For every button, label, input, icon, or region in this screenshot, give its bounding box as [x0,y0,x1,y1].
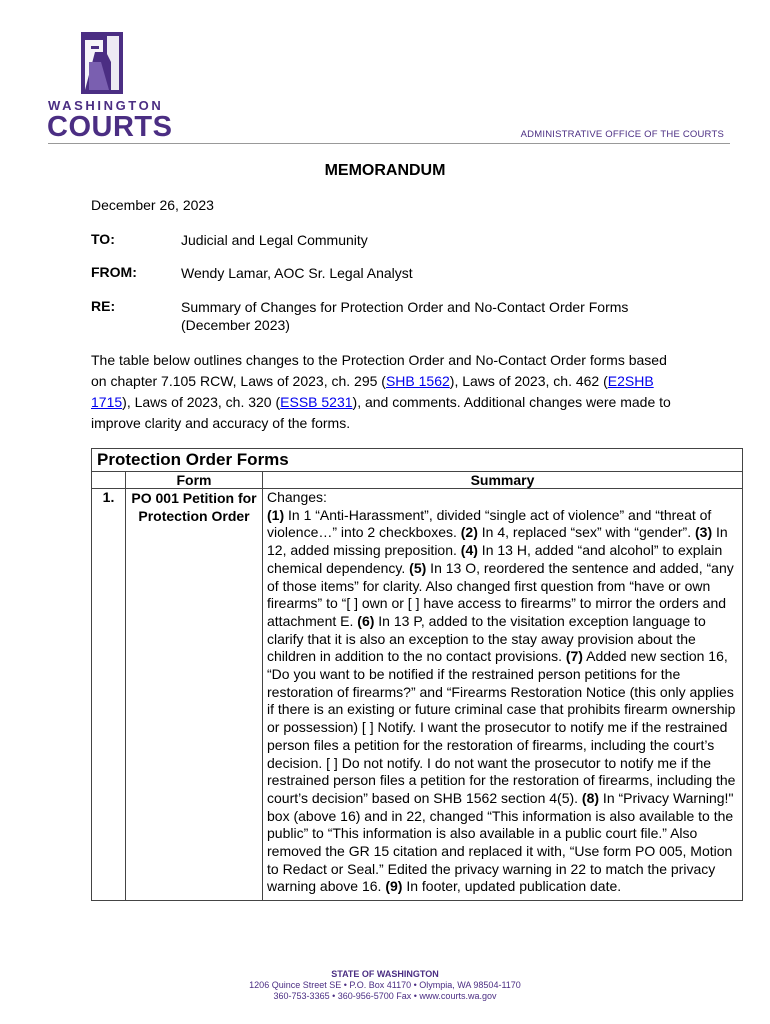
change-text: In 13 H, added “and alcohol” to explain chemical dependency. [267,542,723,576]
re-value [181,298,701,334]
intro-text-4: ), and comments. Additional changes were made to improve clarity and accuracy of the forms. [91,394,671,431]
change-text: Added new section 16, “Do you want to be notified if the restrained person petitions for the restoration of firearms?” and “Firearms Restoration Notice (this only applies if there is an existing or future criminal case that prohibits firearm ownership or possession) [ ] Notify. I want the prosecutor to notify me if the restrained person files a petition for the restoration of firearms, including the court’s decision. [ ] Do not notify. I do not want the prosecutor to notify me if the restrained person files a petition for the restoration of firearms, including the court’s decision” based on SHB 1562 section 4(5). [267,648,736,806]
e2shb-1715-link[interactable]: E2SHB 1715 [91,373,654,410]
shb-1562-link[interactable]: SHB 1562 [385,373,450,389]
footer-contact: 360-753-3365 • 360-956-5700 Fax • www.courts.wa.gov [273,991,497,1001]
intro-paragraph [91,350,671,434]
form-header: Form [126,472,263,489]
change-text: In footer, updated publication date. [402,878,622,895]
re-line2: (December 2023) [181,317,290,333]
num-header [92,472,126,489]
footer [0,969,770,1001]
change-number: (7) [565,648,583,665]
change-text: In 1 “Anti-Harassment”, divided “single act of violence” and “threat of violence…” into 2 checkboxes. [267,506,712,541]
table-title: Protection Order Forms [92,449,743,472]
intro-text-2: ), Laws of 2023, ch. 462 ( [449,373,608,389]
footer-state: STATE OF WASHINGTON [331,969,439,979]
change-number: (6) [357,612,375,629]
form-name: PO 001 Petition for Protection Order [126,489,263,901]
courts-emblem-icon [81,32,123,94]
change-text: In 13 O, reordered the sentence and added, “any of those items” for clarity. Also changed first question from “have or own firearms” to “[ ] own or [ ] have access to firearms” to mirror the orders and attachment E. [267,559,734,629]
change-number: (8) [581,789,600,806]
change-number: (9) [385,878,403,895]
memo-title: MEMORANDUM [324,162,446,179]
summary-intro: Changes: [267,489,327,505]
change-number: (5) [409,559,427,576]
protection-order-forms-table [91,448,743,901]
change-number: (2) [460,524,478,541]
office-name: ADMINISTRATIVE OFFICE OF THE COURTS [520,129,724,140]
change-number: (3) [695,524,713,541]
to-value: Judicial and Legal Community [181,232,368,248]
header-divider [48,143,730,144]
summary-items [267,507,738,896]
intro-text-3: ), Laws of 2023, ch. 320 ( [122,394,281,410]
row-number: 1. [92,489,126,901]
memo-date: December 26, 2023 [91,197,214,213]
re-label: RE: [91,298,116,314]
summary-header: Summary [263,472,743,489]
footer-address: 1206 Quince Street SE • P.O. Box 41170 • Olympia, WA 98504-1170 [249,980,521,990]
change-text: In 12, added missing preposition. [267,524,728,559]
table-header-row [92,472,743,489]
change-text: In 4, replaced “sex” with “gender”. [477,524,695,541]
change-text: In 13 P, added to the visitation exception language to clarify that it is also an exception to the stay away provision about the children in addition to the no contact provisions. [267,612,706,665]
logo-washington-text: WASHINGTON [48,98,164,113]
essb-5231-link[interactable]: ESSB 5231 [280,394,353,410]
from-label: FROM: [91,264,137,280]
re-line1: Summary of Changes for Protection Order and No-Contact Order Forms [181,299,629,315]
table-title-row [92,449,743,472]
table-row [92,489,743,901]
change-number: (4) [460,542,478,559]
intro-text-1: The table below outlines changes to the Protection Order and No-Contact Order forms based on chapter 7.105 RCW, Laws of 2023, ch. 295 ( [91,352,667,389]
from-value: Wendy Lamar, AOC Sr. Legal Analyst [181,265,413,281]
change-text: In “Privacy Warning!" box (above 16) and in 22, changed “This information is also available to the public” to “This information is also available in a public court file.” Also removed the GR 15 citation and replaced it with, “Use form PO 005, Motion to Redact or Seal.” Edited the privacy warning in 22 to match the privacy warning above 16. [267,789,734,895]
change-number: (1) [267,506,285,523]
logo-courts-text: COURTS [47,111,173,143]
to-label: TO: [91,231,115,247]
summary-cell [263,489,743,901]
